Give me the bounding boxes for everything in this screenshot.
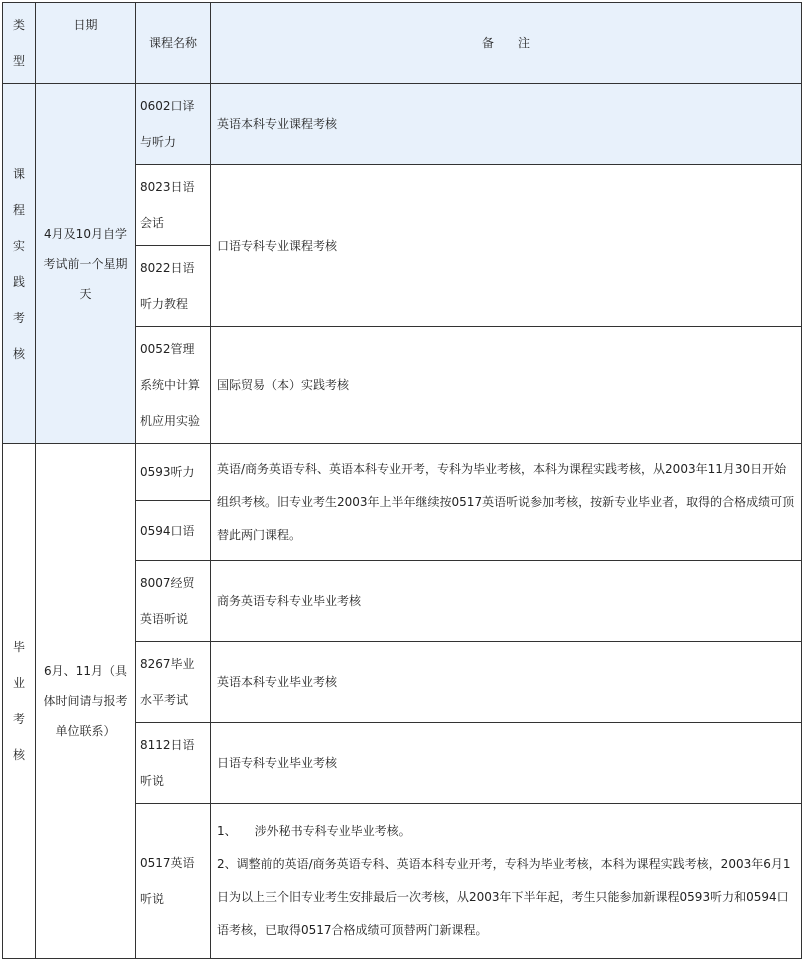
- note-cell: 日语专科专业毕业考核: [211, 723, 802, 804]
- header-course: 课程名称: [136, 3, 211, 84]
- course-cell: 0052管理系统中计算机应用实验: [136, 327, 211, 444]
- group-date-graduation: 6月、11月（具体时间请与报考单位联系）: [36, 444, 136, 959]
- note-cell: 国际贸易（本）实践考核: [211, 327, 802, 444]
- course-cell: 8112日语听说: [136, 723, 211, 804]
- exam-schedule-table: [2, 2, 802, 959]
- header-date: 日期: [36, 3, 136, 84]
- header-type: 类型: [3, 3, 36, 84]
- course-cell: 8022日语听力教程: [136, 246, 211, 327]
- course-cell: 0594口语: [136, 501, 211, 561]
- note-cell: 英语本科专业课程考核: [211, 84, 802, 165]
- course-cell: 0602口译与听力: [136, 84, 211, 165]
- course-cell: 8267毕业水平考试: [136, 642, 211, 723]
- table-row: [3, 84, 802, 165]
- note-line: 2、调整前的英语/商务英语专科、英语本科专业开考，专科为毕业考核，本科为课程实践考核，2003年6月1日为以上三个旧专业考生安排最后一次考核，从2003年下半年起，考生只能参加新课程0593听力和0594口语考核，已取得0517合格成绩可顶替两门新课程。: [217, 857, 791, 937]
- course-cell: 8023日语会话: [136, 165, 211, 246]
- note-cell: 商务英语专科专业毕业考核: [211, 561, 802, 642]
- table-row: [3, 444, 802, 501]
- note-cell: [211, 804, 802, 959]
- course-cell: 8007经贸英语听说: [136, 561, 211, 642]
- note-cell: 口语专科专业课程考核: [211, 165, 802, 327]
- header-row: [3, 3, 802, 84]
- group-type-graduation: 毕业考核: [3, 444, 36, 959]
- course-cell: 0593听力: [136, 444, 211, 501]
- note-cell: 英语本科专业毕业考核: [211, 642, 802, 723]
- note-cell: 英语/商务英语专科、英语本科专业开考，专科为毕业考核，本科为课程实践考核，从2003年11月30日开始组织考核。旧专业考生2003年上半年继续按0517英语听说参加考核，按新专业毕业者，取得的合格成绩可顶替此两门课程。: [211, 444, 802, 561]
- group-type-practice: 课程实践考核: [3, 84, 36, 444]
- group-date-practice: 4月及10月自学考试前一个星期天: [36, 84, 136, 444]
- header-note: 备 注: [211, 3, 802, 84]
- note-line: 1、 涉外秘书专科专业毕业考核。: [217, 824, 411, 838]
- course-cell: 0517英语听说: [136, 804, 211, 959]
